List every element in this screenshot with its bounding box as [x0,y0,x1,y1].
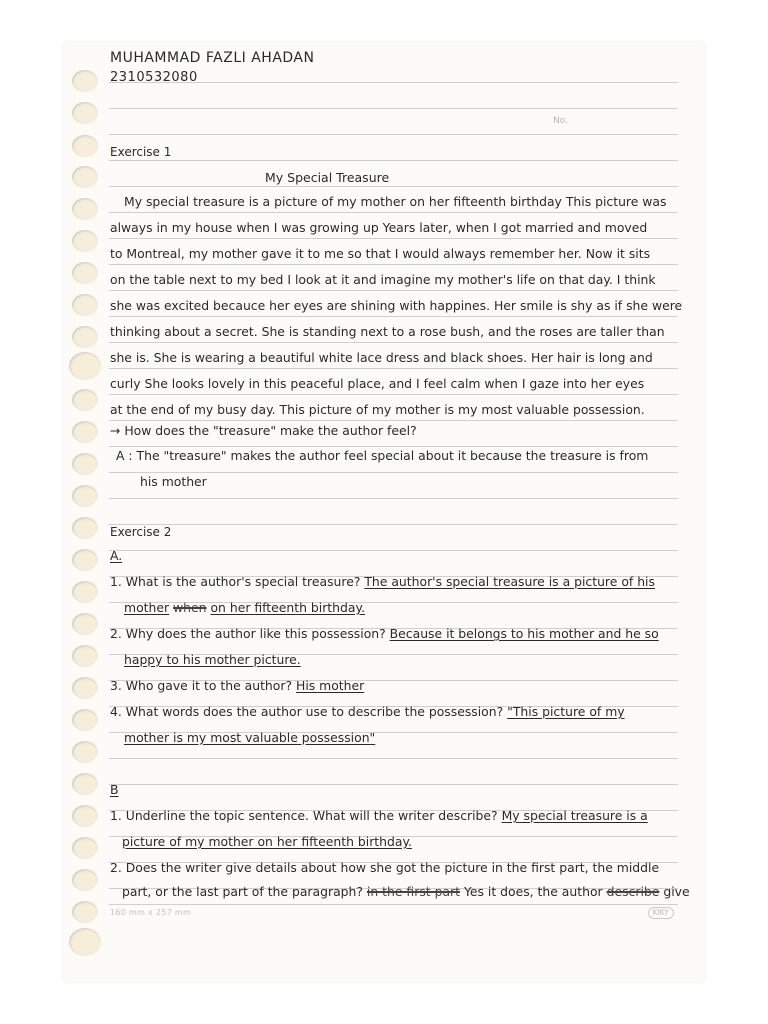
brand-logo: KIKY [648,907,674,919]
question-1-prompt: 1. What is the author's special treasure? [110,574,361,589]
question-2-answer: Because it belongs to his mother and he so [389,626,659,641]
ruled-line [109,498,678,499]
notebook-page [64,42,704,982]
essay-title: My Special Treasure [265,170,390,185]
page-number-label: No. [553,116,568,126]
question-2-answer-rest: happy to his mother picture. [124,652,301,667]
section-b-text: B [110,782,119,797]
section-b-question-2-cont [110,879,690,905]
question-3-prompt: 3. Who gave it to the author? [110,678,293,693]
binder-hole [72,645,98,667]
section-b-question-1-answer-rest: picture of my mother on her fifteenth birthday. [122,834,412,849]
essay-line: to Montreal, my mother gave it to me so that I would always remember her. Now it sits [110,246,651,261]
essay-line: always in my house when I was growing up Years later, when I got married and moved [110,220,648,235]
binder-hole [72,421,98,443]
essay-line: she is. She is wearing a beautiful white lace dress and black shoes. Her hair is long and [110,350,653,365]
section-b-question-2-prompt: part, or the last part of the paragraph? [122,884,363,899]
strikethrough-word: when [173,600,207,615]
question-2-cont [110,647,680,673]
ruled-line [109,758,678,759]
question-1-answer: The author's special treasure is a picture of his [364,574,655,589]
question-4-cont [110,725,680,751]
section-a-text: A. [110,548,123,563]
binder-hole [72,70,98,92]
section-a-label [110,543,680,569]
binder-hole [72,741,98,763]
exercise-1-answer: A : The "treasure" makes the author feel special about it because the treasure is from [116,448,649,463]
binder-hole [72,581,98,603]
question-1-answer-word: mother [124,600,170,615]
binder-hole [72,773,98,795]
binder-hole [72,549,98,571]
binder-hole [72,135,98,157]
section-b-question-2-answer: Yes it does, the author [463,884,603,899]
binder-hole [72,166,98,188]
student-id: 2310532080 [110,70,198,85]
binder-holes [72,42,106,982]
binder-hole [72,901,98,923]
section-b-question-2-answer-end: give [663,884,690,899]
question-4-answer: "This picture of my [507,704,625,719]
question-1-cont [110,595,680,621]
essay-line: curly She looks lovely in this peaceful place, and I feel calm when I gaze into her eyes [110,376,645,391]
binder-hole [69,928,101,956]
section-b-question-1-prompt: 1. Underline the topic sentence. What will the writer describe? [110,808,498,823]
binder-hole [72,709,98,731]
exercise-1-title: Exercise 1 [110,145,172,159]
binder-hole [72,517,98,539]
essay-line: she was excited becauce her eyes are shining with happines. Her smile is shy as if she were [110,298,683,313]
section-b-question-1-answer: My special treasure is a [501,808,648,823]
student-name: MUHAMMAD FAZLI AHADAN [110,50,315,66]
exercise-1-question: → How does the "treasure" make the author feel? [110,423,417,438]
paper-size-label: 160 mm x 257 mm [110,908,192,917]
question-1-answer-rest: on her fifteenth birthday. [210,600,365,615]
essay-line: My special treasure is a picture of my mother on her fifteenth birthday This picture was [124,194,667,209]
section-b-question-1 [110,803,680,829]
question-4-prompt: 4. What words does the author use to describe the possession? [110,704,504,719]
exercise-2-title: Exercise 2 [110,525,172,539]
essay-line: thinking about a secret. She is standing next to a rose bush, and the roses are taller than [110,324,665,339]
question-2 [110,621,680,647]
binder-hole [72,102,98,124]
question-4 [110,699,680,725]
binder-hole [72,230,98,252]
binder-hole [72,453,98,475]
section-b-label [110,777,680,803]
binder-hole [72,389,98,411]
section-b-question-1-cont [110,829,680,855]
essay-line: on the table next to my bed I look at it and imagine my mother's life on that day. I think [110,272,656,287]
question-2-prompt: 2. Why does the author like this possession? [110,626,386,641]
binder-hole [72,326,98,348]
essay-line: at the end of my busy day. This picture of my mother is my most valuable possession. [110,402,645,417]
question-3 [110,673,680,699]
binder-hole [72,262,98,284]
binder-hole [72,869,98,891]
binder-hole [72,613,98,635]
binder-hole [72,677,98,699]
binder-hole [72,837,98,859]
question-3-answer: His mother [296,678,365,693]
section-b-question-2: 2. Does the writer give details about how she got the picture in the first part, the middle [110,860,660,875]
question-4-answer-rest: mother is my most valuable possession" [124,730,376,745]
strikethrough-word: describe [606,884,660,899]
binder-hole [69,352,101,380]
ruled-line [109,134,678,135]
question-1 [110,569,680,595]
ruled-line [109,108,678,109]
binder-hole [72,805,98,827]
binder-hole [72,294,98,316]
binder-hole [72,198,98,220]
strikethrough-phrase: in the first part [366,884,460,899]
exercise-1-answer-cont: his mother [140,474,207,489]
binder-hole [72,485,98,507]
